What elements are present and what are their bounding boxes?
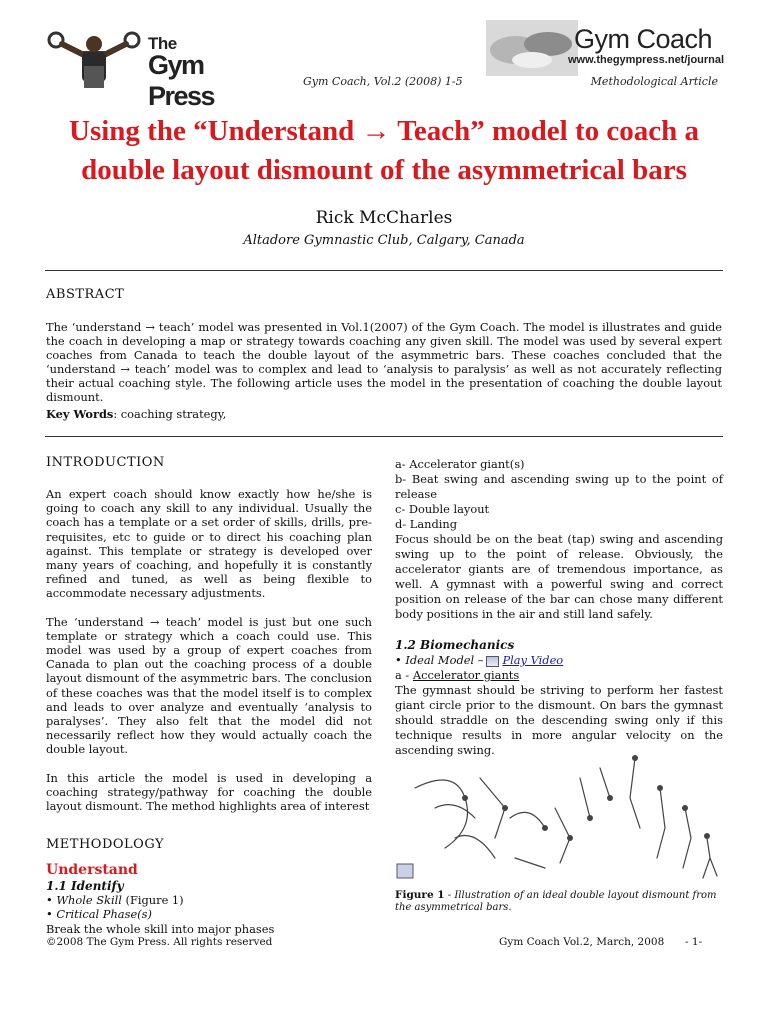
abstract-heading: ABSTRACT <box>46 287 125 302</box>
whole-skill-label: Whole Skill <box>56 893 122 908</box>
biomechanics-heading: 1.2 Biomechanics <box>395 638 515 652</box>
keywords-label: Key Words <box>46 407 114 421</box>
page-number: - 1- <box>685 936 703 948</box>
figure-label: Figure 1 <box>395 889 445 901</box>
phase-d: d- Landing <box>395 517 458 531</box>
right-column <box>395 457 723 758</box>
article-type: Methodological Article <box>590 75 718 88</box>
intro-paragraph-3: In this article the model is used in developing a coaching strategy/pathway for coaching the double layout dismount. The method highlights area of interest <box>46 770 372 814</box>
methodology-heading: METHODOLOGY <box>46 837 165 853</box>
phase-b: b- Beat swing and ascending swing up to the point of release <box>395 472 723 501</box>
journal-title: Gym Coach <box>574 24 713 54</box>
understand-heading: Understand <box>46 862 138 879</box>
accelerator-giants-item <box>395 668 723 683</box>
gym-coach-logo <box>486 20 726 76</box>
ideal-model-item: • Ideal Model – Play Video <box>395 653 564 667</box>
brand-name: Gym Press <box>148 50 215 111</box>
paper-title: Using the “Understand → Teach” model to coach a double layout dismount of the asymmetrical bars <box>69 115 699 186</box>
issue-info: Gym Coach Vol.2, March, 2008 <box>499 936 665 948</box>
citation: Gym Coach, Vol.2 (2008) 1-5 <box>303 75 463 88</box>
phase-c: c- Double layout <box>395 502 490 516</box>
critical-phases-label: Critical Phase(s) <box>56 907 152 922</box>
left-column <box>46 455 372 936</box>
journal-url[interactable]: www.thegympress.net/journal <box>568 54 725 66</box>
phase-a: a- Accelerator giant(s) <box>395 457 525 471</box>
figure-caption <box>395 889 725 914</box>
accelerator-giants-label: Accelerator giants <box>412 668 520 682</box>
brand-the: The <box>148 34 177 53</box>
play-video-link[interactable]: Play Video <box>502 653 564 667</box>
biomechanics-paragraph: The gymnast should be striving to perform her fastest giant circle prior to the dismount. On bars the gymnast should straddle on the descending swing only if this technique results in more angular velocity on the ascending swing. <box>395 683 723 757</box>
figure-caption-text: - Illustration of an ideal double layout dismount from the asymmetrical bars. <box>395 890 717 913</box>
abstract-text: The ‘understand → teach’ model was presented in Vol.1(2007) of the Gym Coach. The model is illustrates and guide the coach in developing a map or strategy towards coaching any given skill. The model was used by several expert coaches from Canada to teach the double layout of the asymmetric bars. These coaches concluded that the ‘understand → teach’ model was to complex and lead to ‘analysis to paralysis’ as well as not accurately reflecting their actual coaching style. The following article uses the model in the presentation of coaching the double layout dismount. <box>46 320 722 404</box>
keywords-value: : coaching strategy, <box>113 407 227 421</box>
intro-paragraph-1: An expert coach should know exactly how he/she is going to coach any skill to any individual. Usually the coach has a template or a set order of skills, drills, pre-requisites, etc to guide or to direct his coaching plan against. This template or strategy is developed over many years of coaching, and hopefully it is constantly refined and tuned, as well as being flexible to accommodate necessary adjustments. <box>46 487 372 601</box>
keywords <box>46 407 226 421</box>
identify-heading: 1.1 Identify <box>46 879 124 894</box>
ideal-model-label: Ideal Model – <box>405 653 484 667</box>
gymnast-rings-icon <box>44 20 144 88</box>
critical-phases-item: • Critical Phase(s) <box>46 907 152 922</box>
chalk-hands-icon <box>486 20 578 76</box>
introduction-heading: INTRODUCTION <box>46 455 165 470</box>
divider-top <box>45 270 723 271</box>
divider-abstract <box>45 436 723 437</box>
gym-press-logo <box>44 20 274 111</box>
copyright: ©2008 The Gym Press. All rights reserved <box>46 936 273 948</box>
whole-skill-item: • Whole Skill (Figure 1) <box>46 893 184 908</box>
accel-prefix: a - <box>395 668 413 682</box>
figure-reference: (Figure 1) <box>121 893 184 908</box>
dismount-illustration <box>395 748 725 888</box>
video-icon[interactable] <box>397 864 413 878</box>
affiliation: Altadore Gymnastic Club, Calgary, Canada <box>243 233 525 248</box>
intro-paragraph-2: The ‘understand → teach’ model is just but one such template or strategy which a coach could use. This model was used by a group of expert coaches from Canada to plan out the coaching process of a double layout dismount of the asymmetric bars. The conclusion of these coaches was that the model itself is to complex and leads to over analyze and eventually ‘analysis to paralyses’. They also felt that the model did not necessarily reflect how they would actually coach the double layout. <box>46 614 372 757</box>
author: Rick McCharles <box>315 208 453 228</box>
break-phases-text: Break the whole skill into major phases <box>46 921 275 936</box>
focus-paragraph: Focus should be on the beat (tap) swing and ascending swing up to the point of release. Obviously, the accelerator giants are of tremendous importance, as well. A gymnast with a powerful swing and correct position on release of the bar can chose many different body positions in the air and still land safely. <box>395 532 723 621</box>
video-icon[interactable] <box>486 656 499 667</box>
